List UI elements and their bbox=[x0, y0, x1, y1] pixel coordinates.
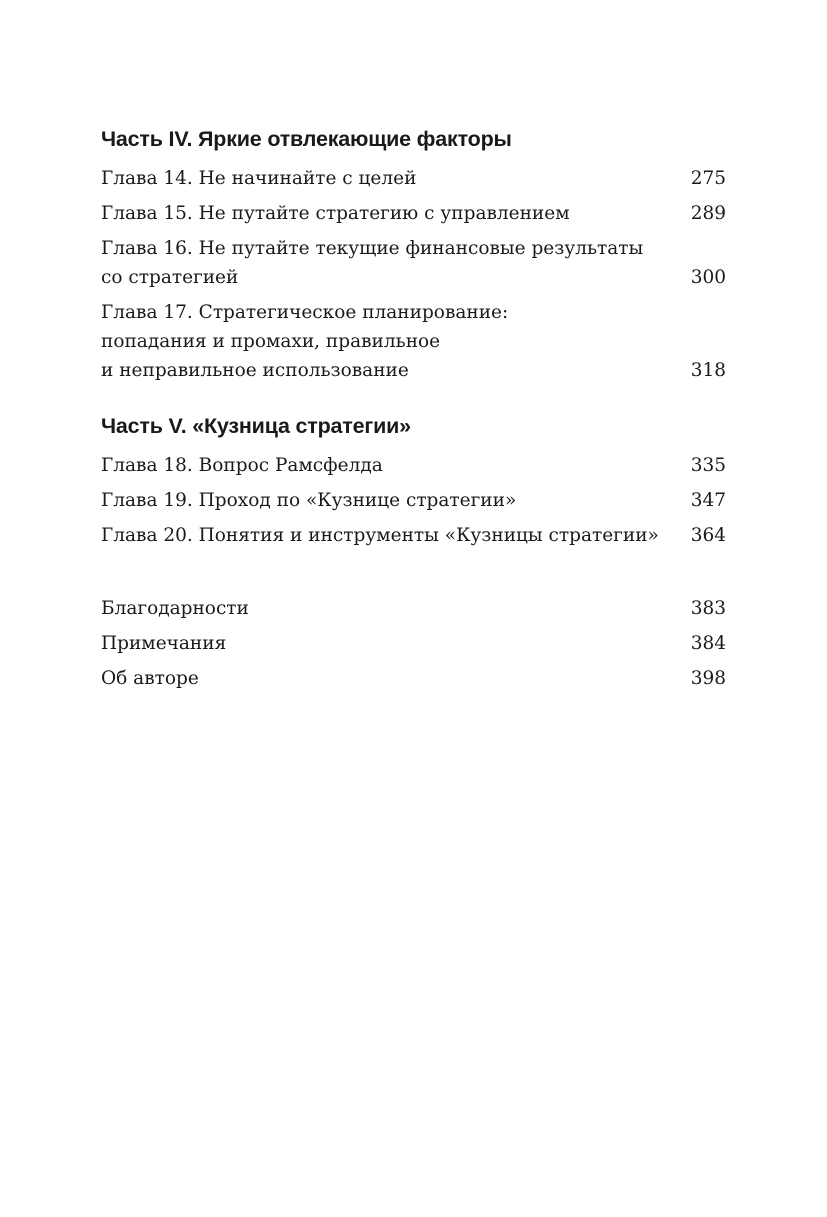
chapter-title bbox=[101, 451, 691, 480]
toc-entry[interactable] bbox=[101, 486, 726, 515]
page-number: 364 bbox=[690, 525, 726, 546]
part-section bbox=[101, 124, 726, 385]
page-number: 383 bbox=[690, 598, 726, 619]
toc-entry[interactable] bbox=[101, 451, 726, 480]
page-number: 289 bbox=[690, 203, 726, 224]
page-number: 398 bbox=[690, 668, 726, 689]
chapter-title bbox=[101, 486, 691, 515]
table-of-contents bbox=[101, 124, 726, 699]
chapter-title-line: со стратегией bbox=[101, 267, 239, 288]
chapter-title-line: и неправильное использование bbox=[101, 360, 409, 381]
chapter-title bbox=[101, 521, 691, 550]
toc-entry[interactable] bbox=[101, 234, 726, 292]
back-matter-section bbox=[101, 594, 726, 693]
page-number: 318 bbox=[690, 360, 726, 381]
chapter-title-line: Глава 14. Не начинайте с целей bbox=[101, 168, 417, 189]
page-number: 335 bbox=[690, 455, 726, 476]
chapter-title-line: попадания и промахи, правильное bbox=[101, 331, 441, 352]
part-section bbox=[101, 411, 726, 550]
chapter-title-line: Глава 20. Понятия и инструменты «Кузницы стратегии» bbox=[101, 525, 659, 546]
chapter-title-line: Глава 15. Не путайте стратегию с управлением bbox=[101, 203, 570, 224]
chapter-title bbox=[101, 298, 691, 385]
toc-entry[interactable] bbox=[101, 298, 726, 385]
chapter-title bbox=[101, 199, 691, 228]
back-matter-title-line: Об авторе bbox=[101, 668, 199, 689]
chapter-title-line: Глава 19. Проход по «Кузнице стратегии» bbox=[101, 490, 517, 511]
toc-entry[interactable] bbox=[101, 521, 726, 550]
back-matter-title bbox=[101, 594, 691, 623]
back-matter-title-line: Примечания bbox=[101, 633, 227, 654]
back-matter-title bbox=[101, 629, 691, 658]
toc-entry[interactable] bbox=[101, 164, 726, 193]
chapter-title-line: Глава 18. Вопрос Рамсфелда bbox=[101, 455, 383, 476]
chapter-title-line: Глава 17. Стратегическое планирование: bbox=[101, 302, 509, 323]
toc-entry[interactable] bbox=[101, 664, 726, 693]
page-number: 300 bbox=[690, 267, 726, 288]
chapter-title-line: Глава 16. Не путайте текущие финансовые результаты bbox=[101, 238, 644, 259]
page-number: 384 bbox=[690, 633, 726, 654]
page-number: 347 bbox=[690, 490, 726, 511]
part-title: Часть IV. Яркие отвлекающие факторы bbox=[101, 127, 512, 151]
chapter-title bbox=[101, 234, 691, 292]
toc-entry[interactable] bbox=[101, 594, 726, 623]
toc-entry[interactable] bbox=[101, 629, 726, 658]
chapter-title bbox=[101, 164, 691, 193]
toc-entry[interactable] bbox=[101, 199, 726, 228]
part-title: Часть V. «Кузница стратегии» bbox=[101, 414, 411, 438]
back-matter-title-line: Благодарности bbox=[101, 598, 249, 619]
back-matter-title bbox=[101, 664, 691, 693]
page-number: 275 bbox=[690, 168, 726, 189]
